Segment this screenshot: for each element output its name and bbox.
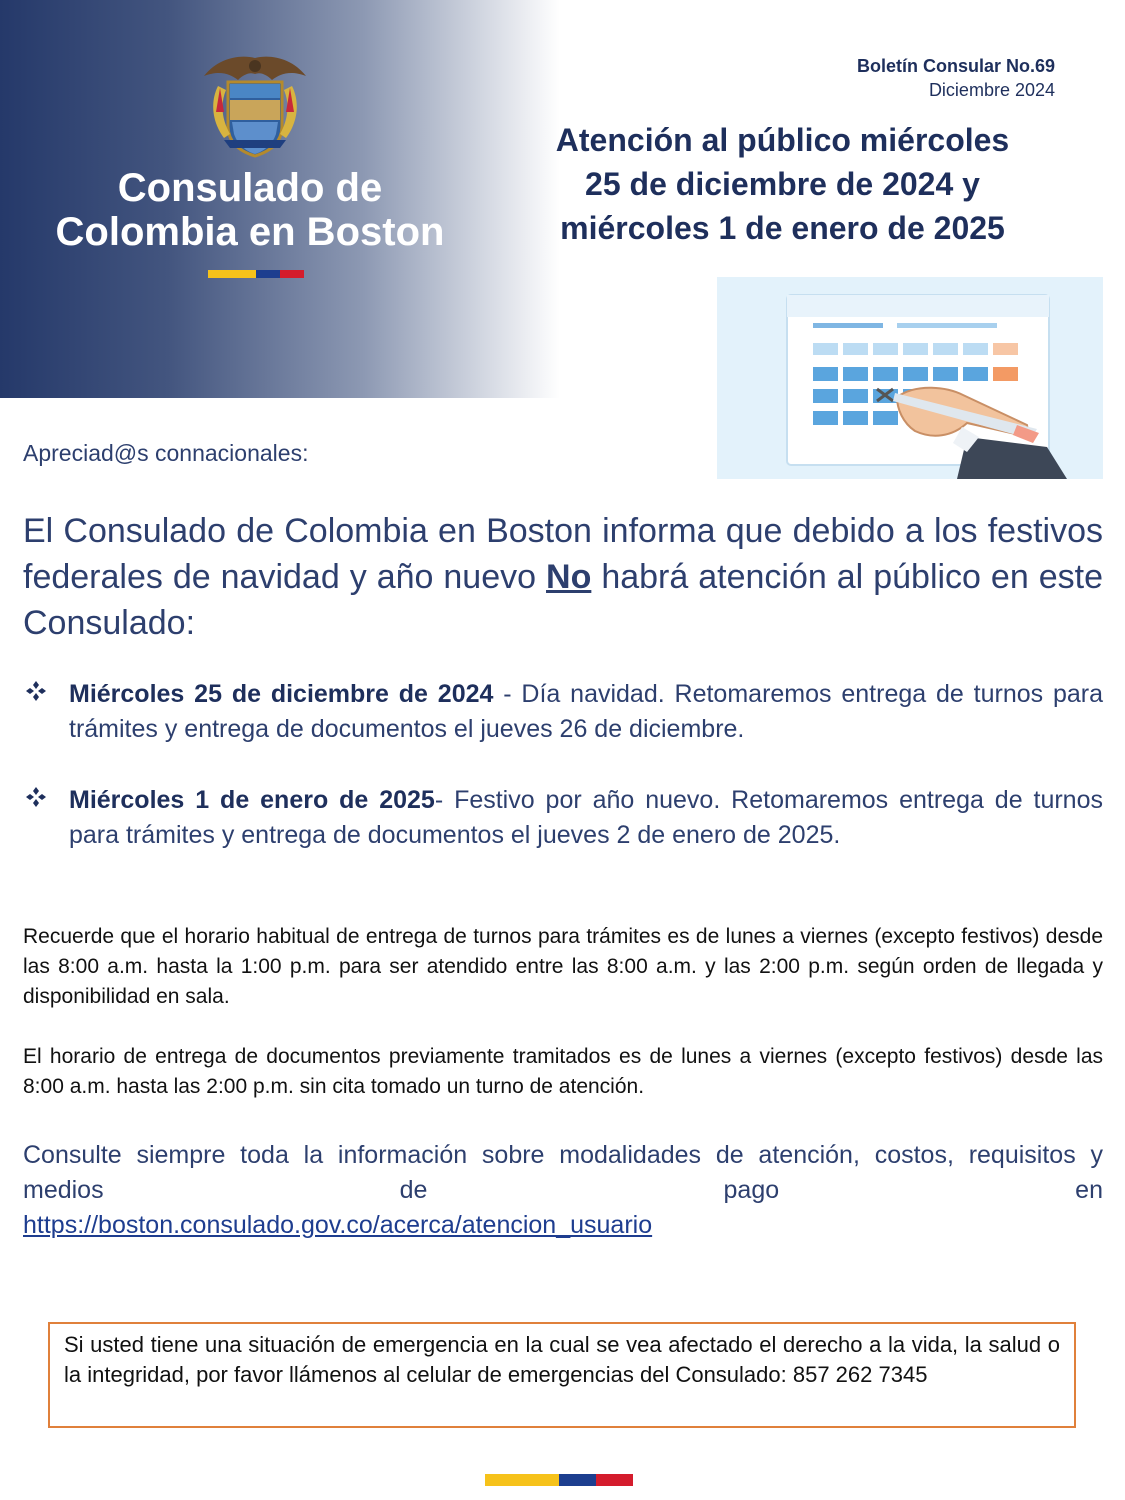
bulletin-info — [857, 54, 1055, 102]
flag-yellow-band — [208, 270, 256, 278]
consulate-name-line-2: Colombia en Boston — [55, 210, 445, 254]
flag-blue-band — [559, 1474, 596, 1486]
coat-of-arms-icon — [200, 52, 310, 160]
page-title — [500, 118, 1065, 250]
consult-paragraph: Consulte siempre toda la información sobre modalidades de atención, costos, requisitos y medios de pago en — [23, 1141, 1103, 1204]
bullet-date: Miércoles 1 de enero de 2025 — [69, 786, 435, 814]
consulate-name-line-1: Consulado de — [117, 166, 383, 210]
flag-yellow-band — [485, 1474, 559, 1486]
diamond-bullet-icon — [25, 786, 47, 808]
flag-stripe-footer — [485, 1474, 633, 1486]
flag-red-band — [596, 1474, 633, 1486]
page-title-line-3: miércoles 1 de enero de 2025 — [560, 210, 1005, 246]
calendar-hand-icon — [717, 277, 1103, 479]
flag-red-band — [280, 270, 304, 278]
page-title-line-1: Atención al público miércoles — [555, 122, 1010, 158]
bullet-text: - Día navidad. Retomaremos entrega de turnos para trámites y entrega de documentos el jueves 26 de diciembre. — [69, 680, 1104, 743]
list-item — [23, 783, 1103, 853]
emergency-notice-box: Si usted tiene una situación de emergencia en la cual se vea afectado el derecho a la vida, la salud o la integridad, por favor llámenos al celular de emergencias del Consulado: 857 262 7345 — [48, 1322, 1076, 1428]
greeting: Apreciad@s connacionales: — [23, 440, 309, 466]
documents-schedule-paragraph: El horario de entrega de documentos previamente tramitados es de lunes a viernes (excepto festivos) desde las 8:00 a.m. hasta las 2:00 p.m. sin cita tomado un turno de atención. — [23, 1045, 1103, 1098]
intro-paragraph — [23, 508, 1103, 646]
intro-text-start: El Consulado de Colombia en Boston informa que debido a los festivos federales de navidad y año nuevo — [23, 512, 1103, 596]
calendar-illustration — [717, 277, 1103, 479]
flag-blue-band — [256, 270, 280, 278]
bullet-date: Miércoles 25 de diciembre de 2024 — [69, 680, 494, 708]
list-item — [23, 677, 1103, 747]
consulate-name — [30, 166, 470, 254]
attention-info-link[interactable]: https://boston.consulado.gov.co/acerca/atencion_usuario — [23, 1211, 653, 1239]
intro-emphasis: No — [546, 558, 592, 596]
diamond-bullet-icon — [25, 680, 47, 702]
page-title-line-2: 25 de diciembre de 2024 y — [585, 166, 980, 202]
bulletin-date: Diciembre 2024 — [928, 80, 1055, 100]
turns-schedule-paragraph: Recuerde que el horario habitual de entrega de turnos para trámites es de lunes a viernes (excepto festivos) desde las 8:00 a.m. hasta la 1:00 p.m. para ser atendido entre las 8:00 a.m. y las 2:00 p.m. según orden de llegada y disponibilidad en sala. — [23, 925, 1103, 1008]
bullet-text: - Festivo por año nuevo. Retomaremos entrega de turnos para trámites y entrega de documentos el jueves 2 de enero de 2025. — [69, 786, 1103, 849]
flag-stripe-header — [208, 270, 304, 278]
bulletin-number: Boletín Consular No.69 — [856, 56, 1055, 76]
intro-text-end: habrá atención al público en este Consulado: — [23, 558, 1103, 642]
